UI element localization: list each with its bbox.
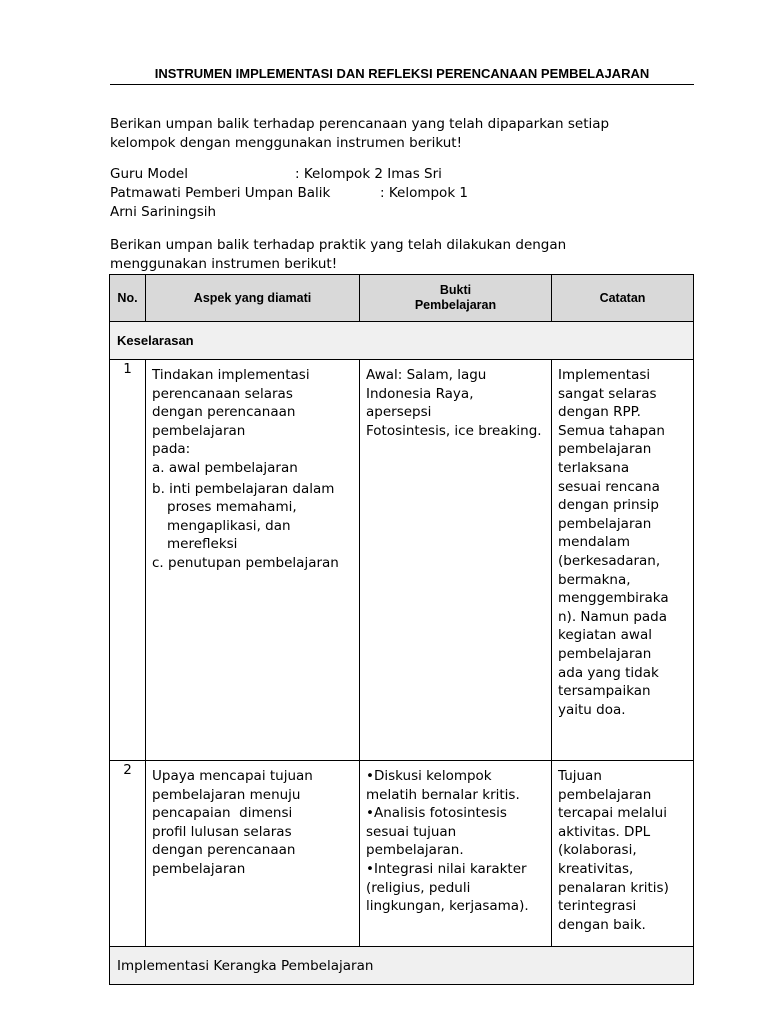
header-no: No. bbox=[110, 275, 146, 322]
row-1-number: 1 bbox=[110, 360, 146, 761]
row-2-catatan-line: Tujuan bbox=[558, 768, 602, 784]
row-1-aspek-line: pada: bbox=[152, 441, 191, 458]
row-2-aspek-line: pembelajaran menuju bbox=[152, 786, 301, 803]
row-1-catatan-line: pembelajaran bbox=[558, 441, 652, 458]
row-2-bukti-line: sesuai tujuan bbox=[366, 823, 457, 840]
row-1-aspek-line: pembelajaran bbox=[152, 422, 246, 439]
section-cell-kerangka bbox=[110, 947, 694, 985]
row-1-catatan-line: yaitu doa. bbox=[558, 701, 626, 718]
intro-2-line-2: menggunakan instrumen berikut! bbox=[110, 256, 338, 272]
guru-model-value: : Kelompok 2 Imas Sri bbox=[295, 166, 442, 182]
header-bukti-line-2: Pembelajaran bbox=[414, 298, 497, 312]
row-1-catatan-line: n). Namun pada bbox=[558, 608, 668, 625]
row-2-bukti-line: melatih bernalar kritis. bbox=[366, 786, 520, 803]
guru-model-label: Guru Model bbox=[110, 166, 188, 182]
row-1-aspek bbox=[146, 360, 360, 761]
row-2-catatan-line: kreativitas, bbox=[558, 860, 634, 877]
row-1-aspek-item-b: b. inti pembelajaran dalam bbox=[152, 480, 335, 497]
row-2-catatan-line: penalaran kritis) bbox=[558, 879, 669, 896]
pemberi-umpan-balik-value: : Kelompok 1 bbox=[380, 185, 469, 201]
row-1-catatan-line: terlaksana bbox=[558, 459, 630, 476]
row-1-aspek-line: perencanaan selaras bbox=[152, 385, 293, 402]
row-1-aspek-item-b-cont: proses memahami, bbox=[167, 499, 297, 516]
feedback-table bbox=[109, 274, 694, 985]
row-1-catatan-line: Semua tahapan bbox=[558, 422, 665, 439]
intro-2-line-1: Berikan umpan balik terhadap praktik yang telah dilakukan dengan bbox=[110, 237, 567, 253]
header-catatan: Catatan bbox=[552, 275, 694, 322]
table-row bbox=[110, 360, 694, 761]
row-2-bukti bbox=[360, 761, 552, 947]
row-1-catatan-line: pembelajaran bbox=[558, 515, 652, 532]
row-2-catatan-line: tercapai melalui bbox=[558, 805, 667, 822]
row-1-catatan-line: sangat selaras bbox=[558, 385, 657, 402]
row-2-bukti-line: (religius, peduli bbox=[366, 879, 471, 896]
row-2-catatan-line: pembelajaran bbox=[558, 786, 652, 803]
intro-1-line-2: kelompok dengan menggunakan instrumen berikut! bbox=[110, 135, 462, 151]
header-bukti-line-1: Bukti bbox=[439, 283, 472, 297]
row-2-aspek-line: dengan perencanaan bbox=[152, 842, 296, 859]
row-2-aspek-line: Upaya mencapai tujuan bbox=[152, 768, 313, 784]
row-2-bukti-line: pembelajaran. bbox=[366, 842, 464, 859]
row-2-catatan-line: terintegrasi bbox=[558, 898, 637, 915]
row-1-aspek-item-a: a. awal pembelajaran bbox=[152, 459, 298, 476]
row-1-bukti bbox=[360, 360, 552, 761]
document-title: INSTRUMEN IMPLEMENTASI DAN REFLEKSI PERENCANAAN PEMBELAJARAN bbox=[110, 66, 694, 85]
row-1-catatan-line: ada yang tidak bbox=[558, 664, 659, 681]
row-1-catatan-line: bermakna, bbox=[558, 571, 631, 588]
section-row-keselarasan bbox=[110, 322, 694, 360]
row-2-catatan-line: (kolaborasi, bbox=[558, 842, 637, 859]
row-1-aspek-item-b-cont: merefleksi bbox=[167, 536, 238, 553]
row-2-aspek-line: pembelajaran bbox=[152, 860, 246, 877]
row-1-aspek-item-c: c. penutupan pembelajaran bbox=[152, 554, 339, 571]
row-2-bukti-line: •Diskusi kelompok bbox=[366, 768, 492, 784]
row-1-aspek-line: dengan perencanaan bbox=[152, 404, 296, 421]
row-1-catatan-line: Implementasi bbox=[558, 367, 651, 383]
row-1-bukti-line: apersepsi bbox=[366, 404, 432, 421]
row-1-bukti-line: Indonesia Raya, bbox=[366, 385, 474, 402]
row-1-catatan-line: kegiatan awal bbox=[558, 627, 652, 644]
header-aspek: Aspek yang diamati bbox=[146, 275, 360, 322]
row-1-aspek-item-b-cont: mengaplikasi, dan bbox=[167, 517, 291, 534]
intro-1-line-1: Berikan umpan balik terhadap perencanaan yang telah dipaparkan setiap bbox=[110, 116, 610, 132]
row-2-bukti-line: •Integrasi nilai karakter bbox=[366, 860, 527, 877]
row-1-catatan-line: mendalam bbox=[558, 534, 631, 551]
row-2-aspek bbox=[146, 761, 360, 947]
table-row bbox=[110, 761, 694, 947]
row-2-aspek-line: pencapaian dimensi bbox=[152, 805, 293, 822]
row-1-bukti-line: Fotosintesis, ice breaking. bbox=[366, 422, 542, 439]
identity-line-1 bbox=[110, 165, 442, 184]
section-title-keselarasan: Keselarasan bbox=[117, 332, 194, 348]
row-1-catatan-line: sesuai rencana bbox=[558, 478, 660, 495]
row-2-catatan-line: dengan baik. bbox=[558, 916, 646, 933]
section-row-kerangka bbox=[110, 947, 694, 985]
row-1-catatan-line: pembelajaran bbox=[558, 645, 652, 662]
row-1-catatan bbox=[552, 360, 694, 761]
table-header-row bbox=[110, 275, 694, 322]
section-cell-keselarasan bbox=[110, 322, 694, 360]
row-2-aspek-line: profil lulusan selaras bbox=[152, 823, 292, 840]
row-2-catatan bbox=[552, 761, 694, 947]
row-2-bukti-line: lingkungan, kerjasama). bbox=[366, 898, 529, 915]
identity-line-3: Arni Sariningsih bbox=[110, 204, 217, 220]
row-1-bukti-line: Awal: Salam, lagu bbox=[366, 367, 487, 383]
row-2-bukti-line: •Analisis fotosintesis bbox=[366, 805, 507, 822]
row-2-number: 2 bbox=[110, 761, 146, 947]
header-bukti bbox=[360, 275, 552, 322]
row-2-catatan-line: aktivitas. DPL bbox=[558, 823, 651, 840]
row-1-aspek-line: Tindakan implementasi bbox=[152, 367, 310, 383]
intro-paragraph-1 bbox=[110, 115, 670, 153]
section-title-kerangka: Implementasi Kerangka Pembelajaran bbox=[117, 957, 374, 974]
row-1-catatan-line: menggembiraka bbox=[558, 590, 669, 607]
identity-line-2 bbox=[110, 184, 469, 203]
row-1-catatan-line: dengan RPP. bbox=[558, 404, 641, 421]
row-1-catatan-line: tersampaikan bbox=[558, 683, 651, 700]
row-1-catatan-line: (berkesadaran, bbox=[558, 552, 661, 569]
pemberi-umpan-balik-label: Patmawati Pemberi Umpan Balik bbox=[110, 185, 331, 201]
intro-paragraph-2 bbox=[110, 236, 670, 274]
row-1-catatan-line: dengan prinsip bbox=[558, 497, 659, 514]
